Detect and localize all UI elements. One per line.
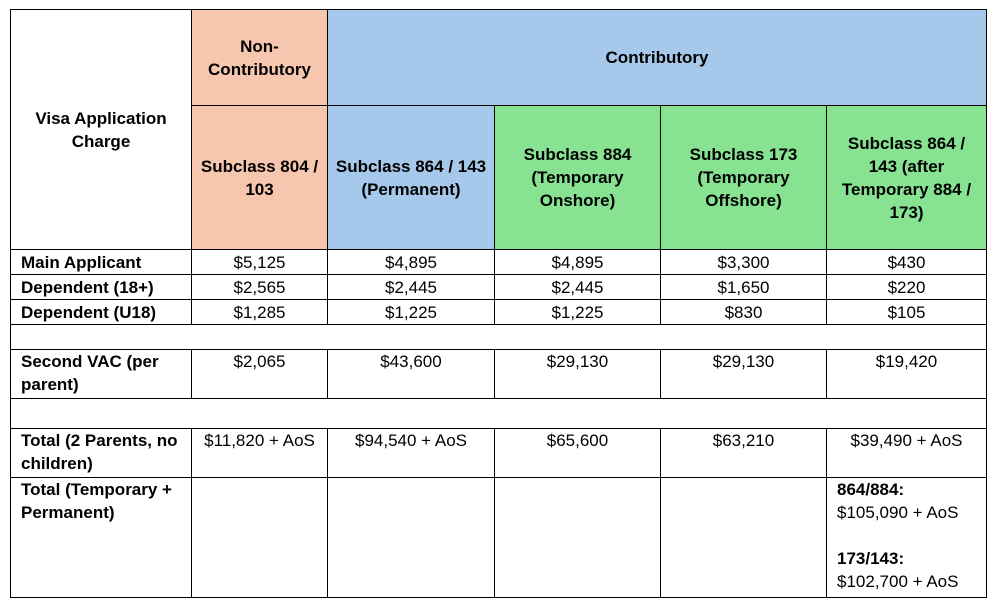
row-label-total-temporary-permanent: Total (Temporary + Permanent): [11, 478, 192, 598]
table-cell: $2,445: [328, 275, 495, 300]
table-row: [11, 350, 987, 399]
table-cell: $2,565: [192, 275, 328, 300]
row-label-main-applicant: Main Applicant: [11, 250, 192, 275]
empty-cell: [192, 478, 328, 598]
table-cell: $11,820 + AoS: [192, 429, 328, 478]
table-cell: $3,300: [661, 250, 827, 275]
table-row: [11, 275, 987, 300]
column-header-173-temporary-offshore: Subclass 173 (Temporary Offshore): [661, 106, 827, 250]
column-header-864-143-permanent: Subclass 864 / 143 (Permanent): [328, 106, 495, 250]
table-row: [11, 478, 987, 598]
table-cell: $63,210: [661, 429, 827, 478]
combined-total-173-143-title: 173/143:: [837, 549, 905, 568]
table-cell: $1,225: [495, 300, 661, 325]
table-cell: $19,420: [827, 350, 987, 399]
column-header-864-143-after-temporary: Subclass 864 / 143 (after Temporary 884 / 173): [827, 106, 987, 250]
table-cell: $5,125: [192, 250, 328, 275]
row-label-total-2-parents: Total (2 Parents, no children): [11, 429, 192, 478]
table-cell: $1,285: [192, 300, 328, 325]
empty-cell: [495, 478, 661, 598]
table-cell: $4,895: [495, 250, 661, 275]
table-row: [11, 250, 987, 275]
spacer-row: [11, 325, 987, 350]
table-cell: $2,445: [495, 275, 661, 300]
table-cell: $1,650: [661, 275, 827, 300]
empty-cell: [328, 478, 495, 598]
table-cell: $4,895: [328, 250, 495, 275]
table-cell: $2,065: [192, 350, 328, 399]
table-cell: $65,600: [495, 429, 661, 478]
table-cell: $94,540 + AoS: [328, 429, 495, 478]
combined-total-864-884-value: $105,090 + AoS: [837, 503, 959, 522]
row-label-dependent-18-plus: Dependent (18+): [11, 275, 192, 300]
combined-totals-cell: [827, 478, 987, 598]
row-label-second-vac: Second VAC (per parent): [11, 350, 192, 399]
table-cell: $43,600: [328, 350, 495, 399]
column-header-884-temporary-onshore: Subclass 884 (Temporary Onshore): [495, 106, 661, 250]
visa-charge-table: [10, 9, 987, 598]
combined-total-864-884-title: 864/884:: [837, 480, 905, 499]
contributory-header: Contributory: [328, 10, 987, 106]
spacer-row: [11, 399, 987, 429]
table-cell: $29,130: [495, 350, 661, 399]
table-cell: $430: [827, 250, 987, 275]
table-cell: $220: [827, 275, 987, 300]
table-cell: $1,225: [328, 300, 495, 325]
table-cell: $830: [661, 300, 827, 325]
empty-cell: [11, 399, 987, 429]
non-contributory-header: Non-Contributory: [192, 10, 328, 106]
corner-header: Visa Application Charge: [11, 10, 192, 250]
combined-total-173-143-value: $102,700 + AoS: [837, 572, 959, 591]
column-header-804-103: Subclass 804 / 103: [192, 106, 328, 250]
empty-cell: [11, 325, 987, 350]
table-cell: $105: [827, 300, 987, 325]
table-cell: $29,130: [661, 350, 827, 399]
table-row: [11, 300, 987, 325]
table-cell: $39,490 + AoS: [827, 429, 987, 478]
row-label-dependent-u18: Dependent (U18): [11, 300, 192, 325]
empty-cell: [661, 478, 827, 598]
table-row: [11, 429, 987, 478]
